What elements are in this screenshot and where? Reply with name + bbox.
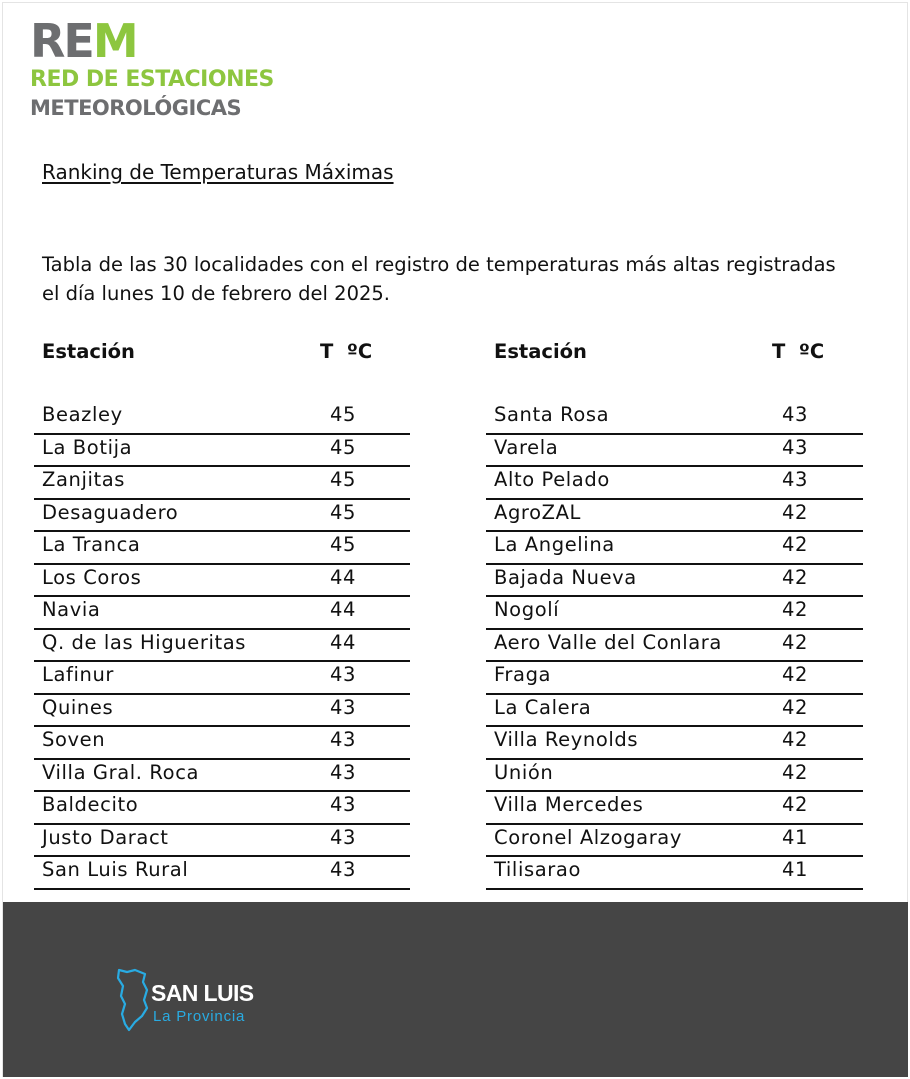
station-name: Varela: [494, 435, 559, 459]
table-header: [34, 338, 410, 370]
station-name: La Botija: [42, 435, 133, 459]
temperature-value: 41: [782, 825, 809, 849]
temperature-value: 43: [782, 403, 809, 426]
table-row: [34, 435, 410, 468]
table-row: [486, 760, 863, 793]
station-name: Alto Pelado: [494, 468, 610, 491]
san-luis-name: SAN LUIS: [151, 980, 254, 1006]
left-ranking-table: [34, 338, 410, 890]
temperature-value: 43: [330, 728, 357, 751]
station-name: Q. de las Higueritas: [42, 630, 247, 654]
station-name: Beazley: [42, 403, 123, 426]
station-name: Justo Daract: [42, 825, 169, 849]
footer: [3, 902, 908, 1077]
table-row: [486, 825, 863, 858]
temperature-value: 42: [782, 598, 809, 621]
table-row: [34, 727, 410, 760]
station-name: Villa Mercedes: [494, 793, 644, 816]
station-name: San Luis Rural: [42, 858, 189, 881]
temperature-value: 45: [330, 435, 357, 459]
table-row: [34, 630, 410, 663]
temperature-value: 42: [782, 565, 809, 589]
temperature-value: 42: [782, 760, 809, 784]
temperature-value: 42: [782, 500, 809, 524]
table-row: [486, 792, 863, 825]
temperature-value: 42: [782, 630, 809, 654]
station-name: Aero Valle del Conlara: [494, 630, 722, 654]
temperature-value: 42: [782, 793, 809, 816]
station-name: Desaguadero: [42, 500, 179, 524]
temperature-value: 45: [330, 500, 357, 524]
table-row: [486, 467, 863, 500]
header-temp: T ºC: [772, 340, 825, 363]
rem-logo-wordmark: REM: [30, 14, 137, 68]
header-temp: T ºC: [320, 340, 373, 363]
temperature-value: 45: [330, 533, 357, 556]
table-row: [34, 857, 410, 890]
station-name: Villa Reynolds: [494, 728, 639, 751]
table-row: [486, 857, 863, 890]
temperature-value: 43: [782, 435, 809, 459]
station-name: Lafinur: [42, 663, 115, 686]
station-name: La Angelina: [494, 533, 615, 556]
temperature-value: 43: [330, 858, 357, 881]
description: [42, 250, 902, 308]
temperature-value: 43: [330, 695, 357, 719]
header-station: Estación: [494, 340, 587, 363]
table-row: [34, 695, 410, 728]
station-name: Navia: [42, 598, 101, 621]
table-row: [34, 760, 410, 793]
station-name: Bajada Nueva: [494, 565, 637, 589]
table-row: [34, 402, 410, 435]
table-row: [34, 825, 410, 858]
table-row: [486, 727, 863, 760]
table-row: [34, 662, 410, 695]
station-name: Soven: [42, 728, 106, 751]
temperature-value: 43: [330, 793, 357, 816]
station-name: Santa Rosa: [494, 403, 610, 426]
temperature-value: 45: [330, 468, 357, 491]
station-name: La Tranca: [42, 533, 141, 556]
table-row: [34, 467, 410, 500]
station-name: Unión: [494, 760, 554, 784]
station-name: La Calera: [494, 695, 592, 719]
san-luis-map-icon: [113, 968, 153, 1032]
temperature-value: 42: [782, 695, 809, 719]
temperature-value: 45: [330, 403, 357, 426]
temperature-value: 42: [782, 533, 809, 556]
description-line1: Tabla de las 30 localidades con el registro de temperaturas más altas registradas: [42, 253, 836, 276]
temperature-value: 41: [782, 858, 809, 881]
right-ranking-table: [486, 338, 863, 890]
table-row: [34, 500, 410, 533]
table-row: [486, 630, 863, 663]
station-name: Zanjitas: [42, 468, 126, 491]
table-body: [34, 402, 410, 890]
station-name: Los Coros: [42, 565, 142, 589]
table-row: [486, 435, 863, 468]
table-body: [486, 402, 863, 890]
station-name: Fraga: [494, 663, 552, 686]
temperature-value: 44: [330, 598, 357, 621]
station-name: Nogolí: [494, 598, 560, 621]
temperature-value: 43: [330, 760, 357, 784]
table-row: [486, 662, 863, 695]
station-name: Tilisarao: [494, 858, 581, 881]
station-name: AgroZAL: [494, 500, 581, 524]
temperature-value: 44: [330, 565, 357, 589]
table-header: [486, 338, 863, 370]
temperature-value: 42: [782, 663, 809, 686]
station-name: Coronel Alzogaray: [494, 825, 682, 849]
table-row: [486, 402, 863, 435]
temperature-value: 42: [782, 728, 809, 751]
station-name: Villa Gral. Roca: [42, 760, 200, 784]
station-name: Quines: [42, 695, 114, 719]
table-row: [486, 695, 863, 728]
temperature-value: 44: [330, 630, 357, 654]
san-luis-subtitle: La Provincia: [153, 1008, 246, 1025]
page-title: Ranking de Temperaturas Máximas: [42, 160, 394, 184]
table-row: [486, 532, 863, 565]
table-row: [34, 565, 410, 598]
temperature-value: 43: [330, 663, 357, 686]
table-row: [34, 597, 410, 630]
description-line2: el día lunes 10 de febrero del 2025.: [42, 282, 390, 305]
temperature-value: 43: [330, 825, 357, 849]
table-row: [34, 792, 410, 825]
rem-logo: [30, 14, 274, 122]
rem-logo-line2: METEOROLÓGICAS: [30, 96, 242, 120]
table-row: [486, 597, 863, 630]
header-station: Estación: [42, 340, 135, 363]
table-row: [486, 500, 863, 533]
table-row: [34, 532, 410, 565]
station-name: Baldecito: [42, 793, 139, 816]
table-row: [486, 565, 863, 598]
rem-logo-line1: RED DE ESTACIONES: [30, 67, 274, 92]
temperature-value: 43: [782, 468, 809, 491]
san-luis-logo: [113, 968, 273, 1032]
